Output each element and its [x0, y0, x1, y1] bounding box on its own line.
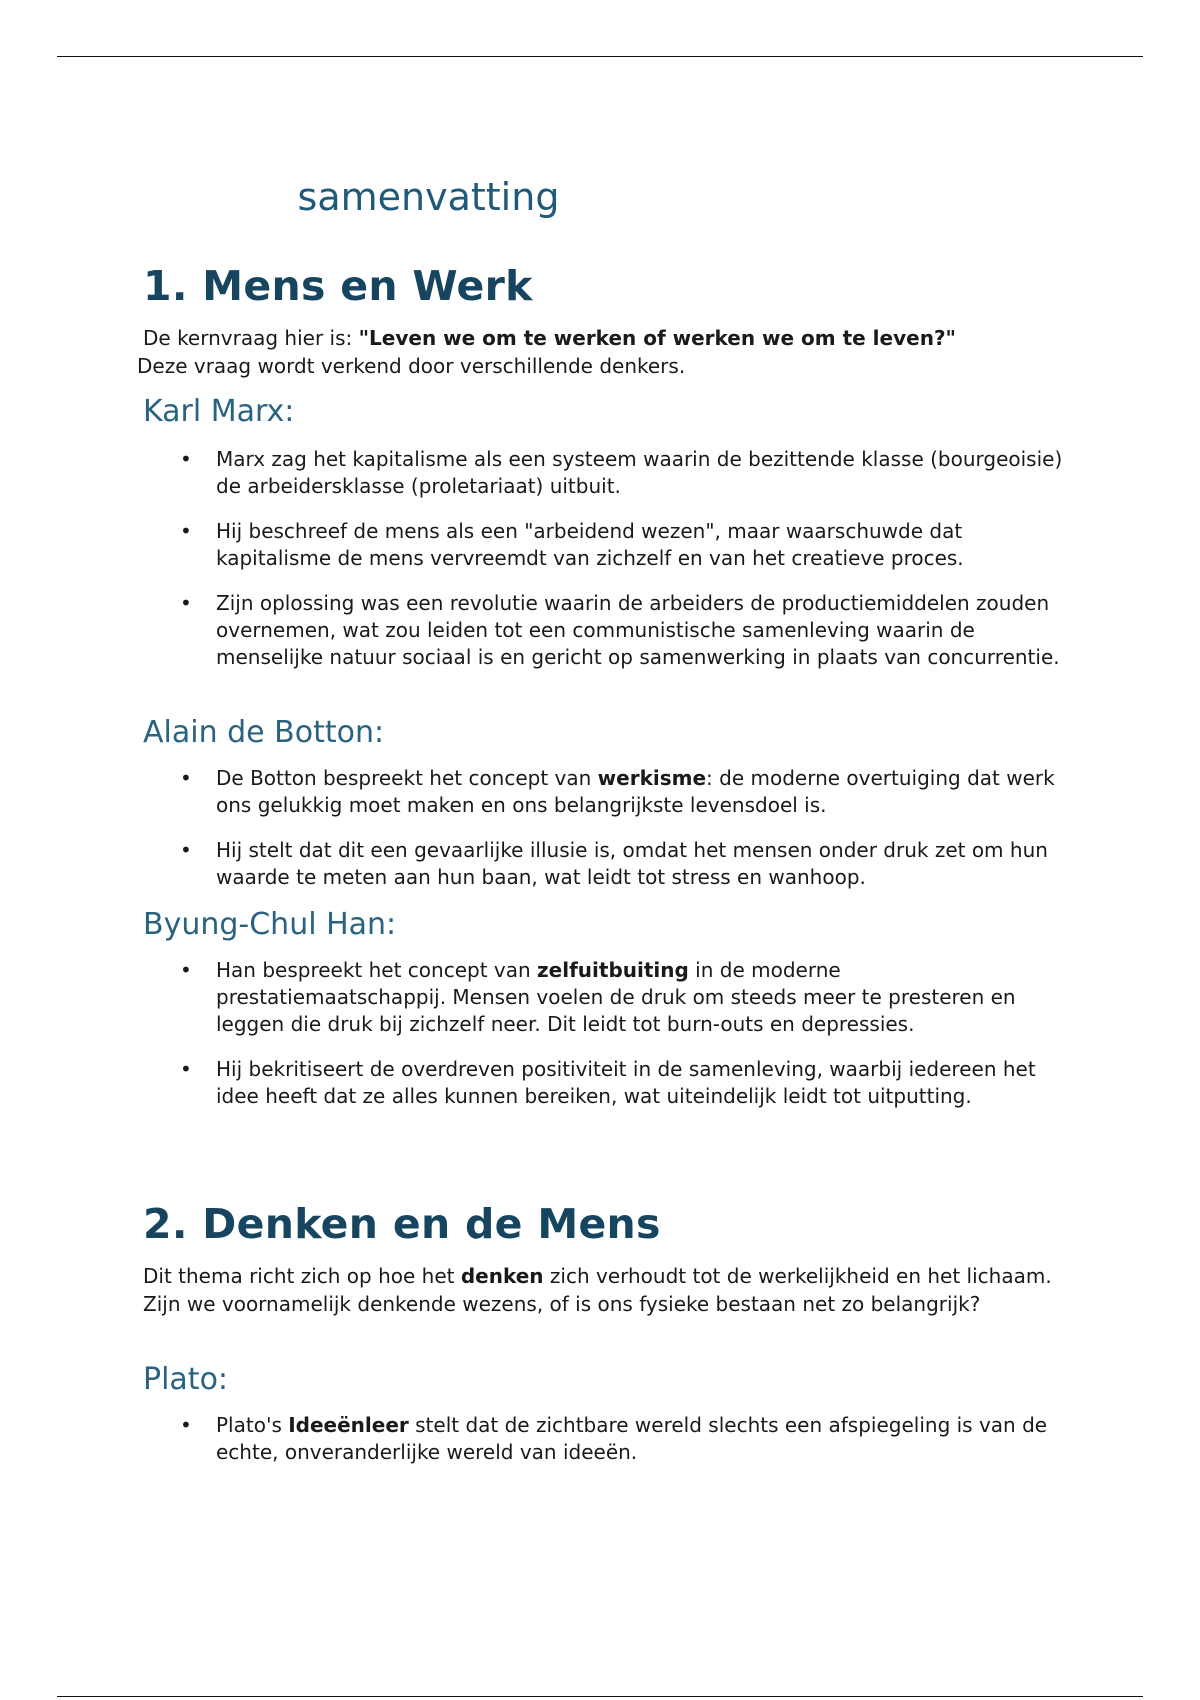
list-item: • Han bespreekt het concept van zelfuitbuiting in de moderne prestatiemaatschappij. Mensen voelen de druk om steeds meer te presteren en leggen die druk bij zichzelf neer. Dit leidt tot burn-outs en depressies. — [180, 958, 1016, 1036]
bullet-list — [143, 957, 1063, 1110]
section-heading: 2. Denken en de Mens — [143, 1200, 661, 1248]
bullet-list — [143, 446, 1063, 671]
section-intro: De kernvraag hier is: "Leven we om te werken of werken we om te leven?" Deze vraag wordt verkend door verschillende denkers. — [137, 326, 956, 378]
bullet-list — [143, 1412, 1063, 1466]
list-item: • Zijn oplossing was een revolutie waarin de arbeiders de productiemiddelen zouden overnemen, wat zou leiden tot een communistische samenleving waarin de menselijke natuur sociaal is en gericht op samenwerking in plaats van concurrentie. — [180, 591, 1060, 669]
list-item: • Hij bekritiseert de overdreven positiviteit in de samenleving, waarbij iedereen het idee heeft dat ze alles kunnen bereiken, wat uiteindelijk leidt tot uitputting. — [180, 1057, 1036, 1108]
list-item: • Plato's Ideeënleer stelt dat de zichtbare wereld slechts een afspiegeling is van de echte, onveranderlijke wereld van ideeën. — [180, 1413, 1048, 1464]
page-top-rule — [57, 56, 1143, 57]
thinker-heading: Alain de Botton: — [143, 715, 385, 750]
list-item: • Hij beschreef de mens als een "arbeidend wezen", maar waarschuwde dat kapitalisme de mens vervreemdt van zichzelf en van het creatieve proces. — [180, 519, 964, 570]
page-bottom-rule — [57, 1696, 1143, 1697]
list-item: • Hij stelt dat dit een gevaarlijke illusie is, omdat het mensen onder druk zet om hun waarde te meten aan hun baan, wat leidt tot stress en wanhoop. — [180, 838, 1048, 889]
thinker-heading: Plato: — [143, 1362, 229, 1397]
section-heading: 1. Mens en Werk — [143, 262, 533, 310]
thinker-heading: Byung-Chul Han: — [143, 907, 397, 942]
thinker-heading: Karl Marx: — [143, 394, 295, 429]
document-title: samenvatting — [297, 175, 560, 219]
bullet-list — [143, 765, 1063, 891]
section-intro: Dit thema richt zich op hoe het denken zich verhoudt tot de werkelijkheid en het lichaam. Zijn we voornamelijk denkende wezens, of is ons fysieke bestaan net zo belangrijk? — [143, 1264, 1052, 1316]
list-item: • Marx zag het kapitalisme als een systeem waarin de bezittende klasse (bourgeoisie) de arbeidersklasse (proletariaat) uitbuit. — [180, 447, 1063, 498]
list-item: • De Botton bespreekt het concept van werkisme: de moderne overtuiging dat werk ons gelukkig moet maken en ons belangrijkste levensdoel is. — [180, 766, 1055, 817]
